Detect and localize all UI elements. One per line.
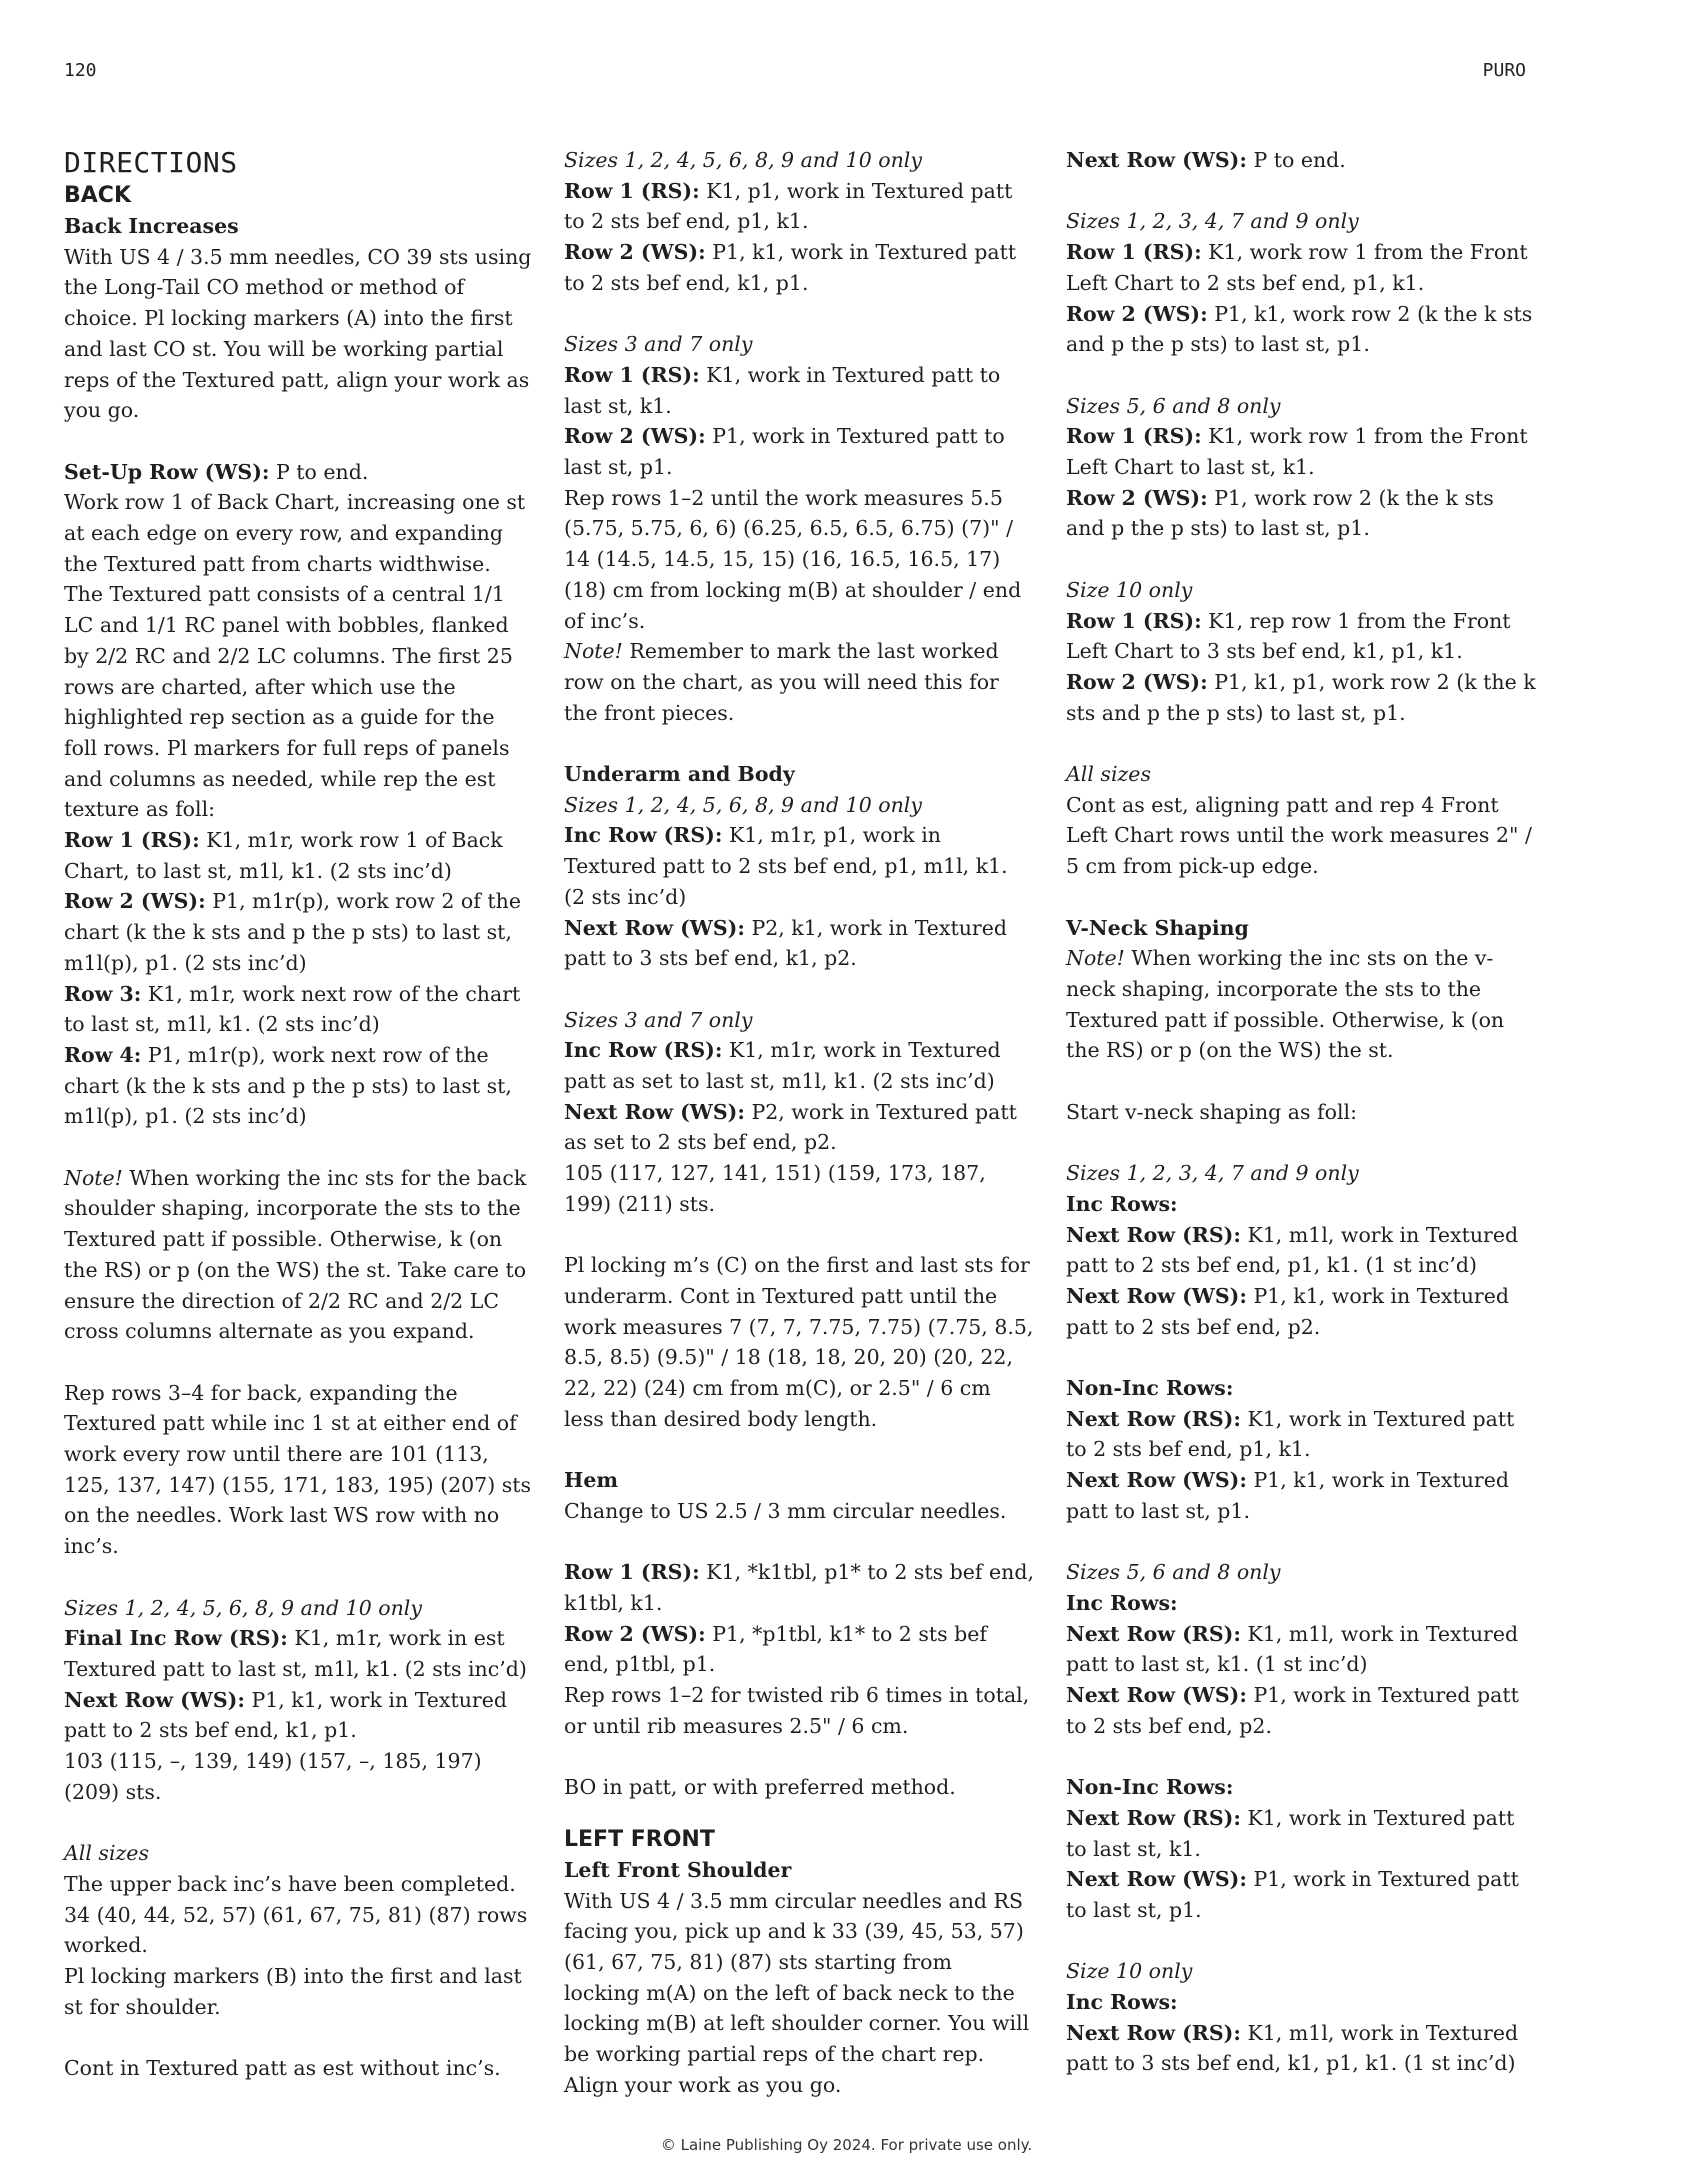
row-1-label: Row 1 (RS): — [564, 362, 700, 387]
note-label: Note! — [564, 639, 623, 664]
work-row-text: Work row 1 of Back Chart, increasing one st at each edge on every row, and expanding the Textured patt from charts widthwise. The Textured patt consists of a central 1/1 LC and 1/1 RC panel with bobbles, flanked by 2/2 RC and 2/2 LC columns. The first 25 rows are charted, after which use the highlighted rep section as a guide for the foll rows. Pl markers for full reps of panels and columns as needed, while rep the est texture as foll: — [64, 490, 526, 822]
next-row — [64, 1685, 534, 1746]
column-1 — [64, 145, 534, 2084]
left-front-heading: LEFT FRONT — [564, 1826, 715, 1852]
row-2-text: P1, m1r(p), work row 2 of the chart (k the k sts and p the p sts) to last st, m1l(p), p1. (2 sts inc’d) — [64, 889, 521, 975]
back-increases-heading: Back Increases — [64, 214, 239, 238]
row-1 — [564, 176, 1034, 237]
row-1-label: Row 1 (RS): — [564, 178, 700, 203]
row-1-text: K1, m1r, work row 1 of Back Chart, to last st, m1l, k1. (2 sts inc’d) — [64, 828, 503, 883]
note — [564, 636, 1034, 728]
next-row-label: Next Row (WS): — [1066, 1468, 1247, 1493]
sizes-heading: Size 10 only — [1066, 577, 1193, 602]
non-inc-rows-heading: Non-Inc Rows: — [1066, 1376, 1234, 1400]
hem-row-2-text: P1, *p1tbl, k1* to 2 sts bef end, p1tbl, p1. — [564, 1621, 987, 1677]
next-row-text: K1, m1l, work in Textured patt to 2 sts bef end, p1, k1. (1 st inc’d) — [1066, 1222, 1519, 1278]
hem-row-1-label: Row 1 (RS): — [564, 1560, 700, 1585]
bind-off-text: BO in patt, or with preferred method. — [564, 1775, 956, 1800]
setup-row — [64, 457, 534, 488]
row-2-text: P1, k1, work in Textured patt to 2 sts bef end, k1, p1. — [564, 240, 1017, 295]
note-text: Remember to mark the last worked row on the chart, as you will need this for the front pieces. — [564, 639, 999, 725]
row-2 — [1066, 667, 1536, 728]
next-row-label: Next Row (RS): — [1066, 1406, 1241, 1431]
note-text: When working the inc sts on the v-neck shaping, incorporate the sts to the Textured patt if possible. Otherwise, k (on the RS) or p (on the WS) the st. — [1066, 946, 1505, 1063]
stitch-count: 105 (117, 127, 141, 151) (159, 173, 187, 199) (211) sts. — [564, 1161, 986, 1216]
start-v-neck-text: Start v-neck shaping as foll: — [1066, 1099, 1357, 1124]
setup-row-label: Set-Up Row (WS): — [64, 459, 270, 484]
left-front-shoulder-heading: Left Front Shoulder — [564, 1857, 792, 1882]
rep-rows-text: Rep rows 1–2 until the work measures 5.5 (5.75, 5.75, 6, 6) (6.25, 6.5, 6.5, 6.75) (7)" / 14 (14.5, 14.5, 15, 15) (16, 16.5, 16.5, 17) (18) cm from locking m(B) at shoulder / end of inc’s. — [564, 485, 1022, 633]
row-1-label: Row 1 (RS): — [1066, 240, 1202, 265]
inc-row — [564, 1035, 1034, 1096]
hem-row-1 — [564, 1557, 1034, 1618]
setup-row-text: P to end. — [276, 459, 369, 484]
row-1-label: Row 1 (RS): — [64, 828, 200, 853]
sizes-heading: Sizes 3 and 7 only — [564, 1007, 753, 1032]
row-1-text: K1, work row 1 from the Front Left Chart to last st, k1. — [1066, 424, 1528, 479]
sizes-heading: Sizes 1, 2, 4, 5, 6, 8, 9 and 10 only — [64, 1595, 422, 1620]
row-2 — [64, 886, 534, 978]
next-row-label: Next Row (RS): — [1066, 1621, 1241, 1646]
next-row-text: P2, k1, work in Textured patt to 3 sts bef end, k1, p2. — [564, 915, 1007, 971]
next-row-text: K1, work in Textured patt to last st, k1. — [1066, 1805, 1515, 1861]
markers-b-text: Pl locking markers (B) into the first and last st for shoulder. — [64, 1964, 522, 2019]
upper-back-text: The upper back inc’s have been completed. — [64, 1871, 516, 1896]
inc-row-label: Inc Row (RS): — [564, 1038, 723, 1063]
back-heading: BACK — [64, 183, 131, 208]
inc-rows-heading: Inc Rows: — [1066, 1191, 1178, 1216]
next-row-label: Next Row (RS): — [1066, 1222, 1241, 1247]
row-2-text: P1, work in Textured patt to last st, p1. — [564, 424, 1005, 480]
row-2-text: P1, k1, work row 2 (k the k sts and p the p sts) to last st, p1. — [1066, 301, 1533, 357]
row-1-text: K1, work in Textured patt to last st, k1. — [564, 362, 1001, 418]
note-label: Note! — [64, 1165, 123, 1190]
next-row-text: P2, work in Textured patt as set to 2 sts bef end, p2. — [564, 1099, 1017, 1155]
next-row-label: Next Row (WS): — [1066, 1683, 1247, 1708]
left-front-shoulder-text: With US 4 / 3.5 mm circular needles and RS facing you, pick up and k 33 (39, 45, 53, 57) (61, 67, 75, 81) (87) sts starting from locking m(A) on the left of back neck to the locking m(B) at left shoulder corner. You will be working partial reps of the chart rep. Align your work as you go. — [564, 1888, 1030, 2097]
hem-row-1-text: K1, *k1tbl, p1* to 2 sts bef end, k1tbl, k1. — [564, 1560, 1035, 1615]
row-1 — [1066, 237, 1536, 298]
copyright-footer: © Laine Publishing Oy 2024. For private use only. — [660, 2136, 1033, 2154]
hem-heading: Hem — [564, 1468, 619, 1493]
row-2-label: Row 2 (WS): — [1066, 301, 1208, 326]
next-row-label: Next Row (WS): — [1066, 1283, 1247, 1308]
row-2 — [1066, 299, 1536, 360]
inc-row-text: K1, m1r, work in Textured patt as set to last st, m1l, k1. (2 sts inc’d) — [564, 1038, 1001, 1094]
next-row — [1066, 1281, 1536, 1342]
inc-row-label: Inc Row (RS): — [564, 823, 723, 848]
row-3-label: Row 3: — [64, 981, 142, 1006]
all-sizes-heading: All sizes — [1066, 762, 1151, 786]
inc-row-text: K1, m1r, p1, work in Textured patt to 2 sts bef end, p1, m1l, k1. (2 sts inc’d) — [564, 823, 1008, 909]
next-row-text: K1, m1l, work in Textured patt to 3 sts bef end, k1, p1, k1. (1 st inc’d) — [1066, 2020, 1519, 2076]
next-row — [564, 913, 1034, 974]
continue-text: Cont as est, aligning patt and rep 4 Front Left Chart rows until the work measures 2" / 5 cm from pick-up edge. — [1066, 792, 1532, 879]
sizes-heading: Sizes 1, 2, 4, 5, 6, 8, 9 and 10 only — [564, 792, 922, 817]
row-2-label: Row 2 (WS): — [64, 889, 206, 914]
row-1-text: K1, p1, work in Textured patt to 2 sts bef end, p1, k1. — [564, 178, 1013, 234]
next-row-label: Next Row (RS): — [1066, 1805, 1241, 1830]
hem-text: Change to US 2.5 / 3 mm circular needles. — [564, 1498, 1007, 1523]
markers-c-text: Pl locking m’s (C) on the first and last sts for underarm. Cont in Textured patt until the work measures 7 (7, 7, 7.75, 7.75) (7.75, 8.5, 8.5, 8.5) (9.5)" / 18 (18, 18, 20, 20) (20, 22, 22, 22) (24) cm from m(C), or 2.5" / 6 cm less than desired body length. — [564, 1253, 1034, 1431]
sizes-heading: Size 10 only — [1066, 1959, 1193, 1984]
next-row-text: P1, work in Textured patt to last st, p1. — [1066, 1867, 1519, 1922]
row-1-text: K1, rep row 1 from the Front Left Chart to 3 sts bef end, k1, p1, k1. — [1066, 608, 1511, 664]
row-2-label: Row 2 (WS): — [1066, 485, 1208, 510]
inc-rows-heading: Inc Rows: — [1066, 1590, 1178, 1615]
continue-text: Cont in Textured patt as est without inc’s. — [64, 2056, 501, 2081]
sizes-heading: Sizes 5, 6 and 8 only — [1066, 1560, 1281, 1585]
rep-rows-text: Rep rows 3–4 for back, expanding the Textured patt while inc 1 st at either end of work every row until there are 101 (113, 125, 137, 147) (155, 171, 183, 195) (207) sts on the needles. Work last WS row with no inc’s. — [64, 1380, 532, 1559]
row-1-label: Row 1 (RS): — [1066, 608, 1202, 633]
next-row-label: Next Row (WS): — [1066, 148, 1247, 172]
sizes-heading: Sizes 1, 2, 4, 5, 6, 8, 9 and 10 only — [564, 148, 922, 172]
inc-rows-heading: Inc Rows: — [1066, 1990, 1178, 2015]
next-row — [1066, 1680, 1536, 1741]
sizes-heading: Sizes 3 and 7 only — [564, 332, 753, 357]
next-row — [1066, 1619, 1536, 1680]
hem-row-2-label: Row 2 (WS): — [564, 1621, 706, 1646]
row-2-label: Row 2 (WS): — [1066, 669, 1208, 694]
next-row-label: Next Row (WS): — [564, 1099, 745, 1124]
underarm-body-heading: Underarm and Body — [564, 762, 795, 787]
v-neck-heading: V-Neck Shaping — [1066, 915, 1249, 940]
note — [64, 1163, 534, 1347]
back-increases-text: With US 4 / 3.5 mm needles, CO 39 sts using the Long-Tail CO method or method of choice. Pl locking markers (A) into the first and last CO st. You will be working partial reps of the Textured patt, align your work as you go. — [64, 244, 532, 423]
row-1-label: Row 1 (RS): — [1066, 424, 1202, 449]
row-2-label: Row 2 (WS): — [564, 240, 706, 265]
next-row — [564, 1097, 1034, 1158]
final-inc-row-label: Final Inc Row (RS): — [64, 1626, 288, 1651]
pattern-name: PURO — [1482, 60, 1526, 81]
row-4-label: Row 4: — [64, 1042, 142, 1067]
column-2 — [564, 145, 1034, 2100]
rows-worked-text: 34 (40, 44, 52, 57) (61, 67, 75, 81) (87) rows worked. — [64, 1902, 528, 1958]
final-inc-row-text: K1, m1r, work in est Textured patt to last st, m1l, k1. (2 sts inc’d) — [64, 1626, 527, 1681]
row-1 — [1066, 421, 1536, 482]
row-2-label: Row 2 (WS): — [564, 424, 706, 449]
next-row-label: Next Row (WS): — [1066, 1867, 1247, 1892]
column-3 — [1066, 145, 1536, 2079]
directions-title: DIRECTIONS — [64, 146, 238, 179]
next-row-text: P1, k1, work in Textured patt to 2 sts bef end, k1, p1. — [64, 1687, 507, 1743]
note — [1066, 943, 1536, 1066]
next-row — [1066, 1220, 1536, 1281]
row-1-text: K1, work row 1 from the Front Left Chart to 2 sts bef end, p1, k1. — [1066, 240, 1528, 295]
row-2 — [564, 421, 1034, 482]
row-1 — [64, 825, 534, 886]
next-row-text: P1, k1, work in Textured patt to 2 sts bef end, p2. — [1066, 1283, 1509, 1339]
page-number: 120 — [64, 60, 97, 81]
next-row-text: P1, work in Textured patt to 2 sts bef end, p2. — [1066, 1683, 1519, 1738]
next-row-label: Next Row (WS): — [564, 915, 745, 940]
hem-rep-text: Rep rows 1–2 for twisted rib 6 times in total, or until rib measures 2.5" / 6 cm. — [564, 1683, 1030, 1738]
next-row-text: K1, work in Textured patt to 2 sts bef end, p1, k1. — [1066, 1406, 1515, 1462]
next-row-label: Next Row (WS): — [64, 1687, 245, 1712]
row-1 — [1066, 606, 1536, 667]
final-inc-row — [64, 1623, 534, 1684]
sizes-heading: Sizes 1, 2, 3, 4, 7 and 9 only — [1066, 1161, 1359, 1186]
next-row — [1066, 1803, 1536, 1864]
next-row — [1066, 1465, 1536, 1526]
stitch-count: 103 (115, –, 139, 149) (157, –, 185, 197) (209) sts. — [64, 1749, 482, 1804]
row-2-text: P1, work row 2 (k the k sts and p the p sts) to last st, p1. — [1066, 485, 1494, 541]
row-3-text: K1, m1r, work next row of the chart to last st, m1l, k1. (2 sts inc’d) — [64, 981, 521, 1037]
inc-row — [564, 820, 1034, 912]
next-row-text: P1, k1, work in Textured patt to last st, p1. — [1066, 1468, 1509, 1523]
next-row — [1066, 2018, 1536, 2079]
row-4 — [64, 1040, 534, 1132]
row-3 — [64, 979, 534, 1040]
next-row — [1066, 1404, 1536, 1465]
next-row-text: P to end. — [1253, 148, 1346, 172]
row-2 — [1066, 483, 1536, 544]
note-text: When working the inc sts for the back shoulder shaping, incorporate the sts to the Textured patt if possible. Otherwise, k (on the RS) or p (on the WS) the st. Take care to ensure the direction of 2/2 RC and 2/2 LC cross columns alternate as you expand. — [64, 1165, 527, 1344]
sizes-heading: Sizes 5, 6 and 8 only — [1066, 393, 1281, 418]
next-row-text: K1, m1l, work in Textured patt to last st, k1. (1 st inc’d) — [1066, 1621, 1519, 1677]
note-label: Note! — [1066, 946, 1125, 971]
next-row — [1066, 145, 1536, 176]
all-sizes-heading: All sizes — [64, 1841, 149, 1866]
non-inc-rows-heading: Non-Inc Rows: — [1066, 1775, 1234, 1800]
row-1 — [564, 360, 1034, 421]
next-row — [1066, 1864, 1536, 1925]
row-2-text: P1, k1, p1, work row 2 (k the k sts and p the p sts) to last st, p1. — [1066, 669, 1536, 725]
row-2 — [564, 237, 1034, 298]
row-4-text: P1, m1r(p), work next row of the chart (k the k sts and p the p sts) to last st, m1l(p), p1. (2 sts inc’d) — [64, 1042, 512, 1129]
hem-row-2 — [564, 1619, 1034, 1680]
sizes-heading: Sizes 1, 2, 3, 4, 7 and 9 only — [1066, 209, 1359, 234]
next-row-label: Next Row (RS): — [1066, 2020, 1241, 2045]
